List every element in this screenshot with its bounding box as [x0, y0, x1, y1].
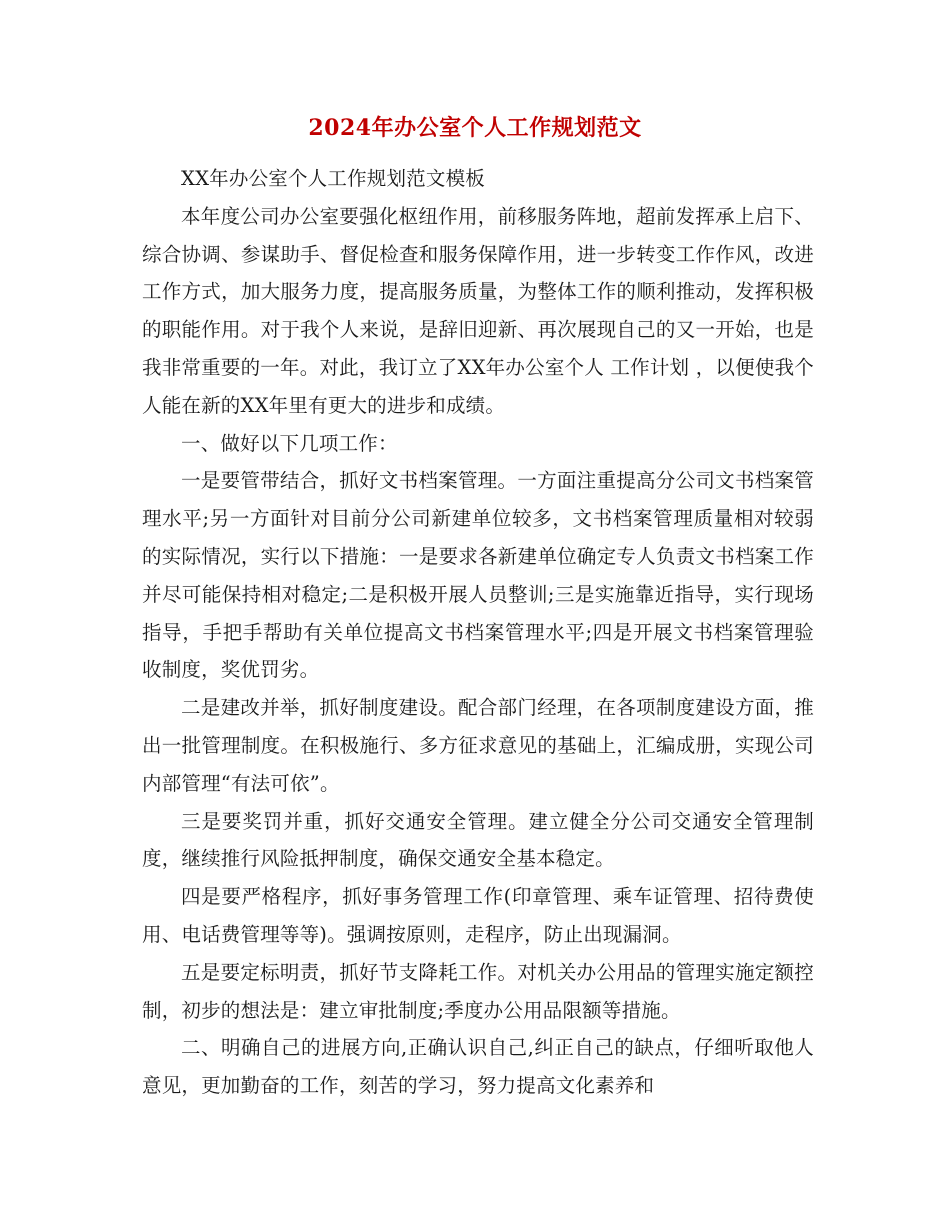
paragraph-affairs-management: 四是要严格程序，抓好事务管理工作(印章管理、乘车证管理、招待费使用、电话费管理等等)。强调按原则，走程序，防止出现漏洞。	[142, 885, 814, 946]
paragraph-intro: 本年度公司办公室要强化枢纽作用，前移服务阵地，超前发挥承上启下、综合协调、参谋助手、督促检查和服务保障作用，进一步转变工作作风，改进工作方式，加大服务力度，提高服务质量，为整体工作的顺利推动，发挥积极的职能作用。对于我个人来说，是辞旧迎新、再次展现自己的又一开始，也是我非常重要的一年。对此，我订立了XX年办公室个人 工作计划 ，以便使我个人能在新的XX年里有更大的进步和成绩。	[142, 204, 814, 417]
paragraph-section-one-heading: 一、做好以下几项工作：	[181, 431, 398, 455]
paragraph-section-two: 二、明确自己的进展方向,正确认识自己,纠正自己的缺点，仔细听取他人意见，更加勤奋的工作，刻苦的学习，努力提高文化素养和	[142, 1036, 814, 1098]
paragraph-system-building: 二是建改并举，抓好制度建设。配合部门经理，在各项制度建设方面，推出一批管理制度。在积极施行、多方征求意见的基础上，汇编成册，实现公司内部管理“有法可依”。	[142, 696, 814, 795]
paragraph-cost-saving: 五是要定标明责，抓好节支降耗工作。对机关办公用品的管理实施定额控制，初步的想法是：建立审批制度;季度办公用品限额等措施。	[142, 960, 814, 1022]
document-body	[142, 160, 814, 1105]
paragraph-archive-management: 一是要管带结合，抓好文书档案管理。一方面注重提高分公司文书档案管理水平;另一方面针对目前分公司新建单位较多，文书档案管理质量相对较弱的实际情况，实行以下措施：一是要求各新建单位确定专人负责文书档案工作并尽可能保持相对稳定;二是积极开展人员整训;三是实施靠近指导，实行现场指导，手把手帮助有关单位提高文书档案管理水平;四是开展文书档案管理验收制度，奖优罚劣。	[142, 469, 814, 682]
paragraph-traffic-safety: 三是要奖罚并重，抓好交通安全管理。建立健全分公司交通安全管理制度，继续推行风险抵押制度，确保交通安全基本稳定。	[142, 809, 814, 871]
paragraph-template-heading: XX年办公室个人工作规划范文模板	[181, 167, 485, 190]
document-title: 2024年办公室个人工作规划范文	[308, 115, 642, 141]
